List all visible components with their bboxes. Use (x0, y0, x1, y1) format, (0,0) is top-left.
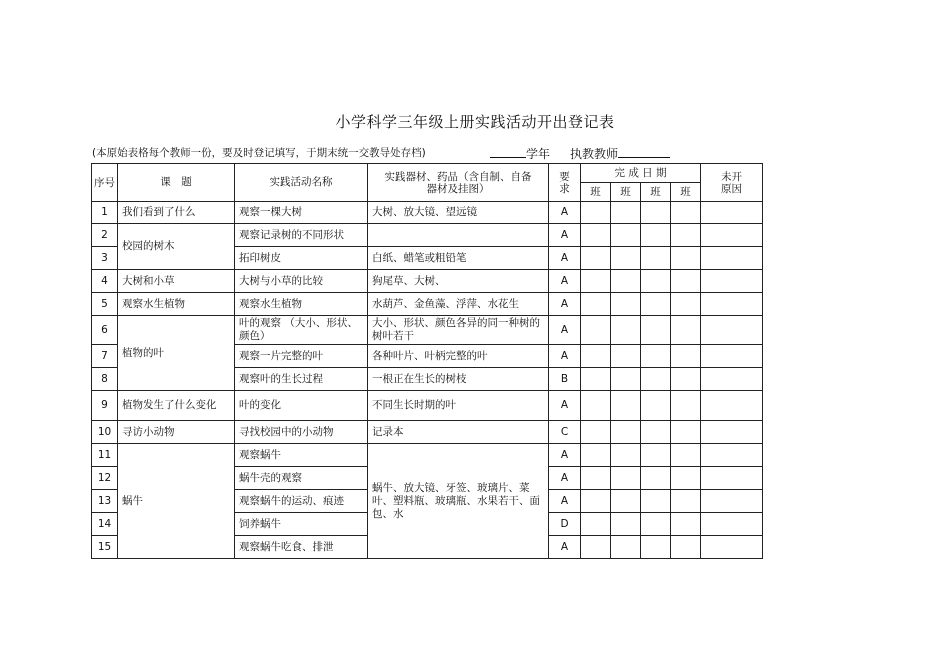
row-activity: 饲养蜗牛 (235, 513, 368, 536)
date-cell[interactable] (581, 224, 611, 247)
date-cell[interactable] (611, 391, 641, 421)
date-cell[interactable] (581, 316, 611, 345)
date-cell[interactable] (581, 513, 611, 536)
row-activity: 观察水生植物 (235, 293, 368, 316)
date-cell[interactable] (581, 247, 611, 270)
row-requirement: D (549, 513, 581, 536)
row-no: 6 (92, 316, 118, 345)
date-cell[interactable] (581, 490, 611, 513)
reason-cell[interactable] (701, 513, 763, 536)
reason-cell[interactable] (701, 391, 763, 421)
date-cell[interactable] (581, 345, 611, 368)
date-cell[interactable] (611, 536, 641, 559)
date-cell[interactable] (611, 368, 641, 391)
header-date: 完 成 日 期 (581, 164, 701, 183)
row-activity: 叶的观察 （大小、形状、颜色） (235, 316, 368, 345)
year-blank[interactable] (490, 146, 526, 158)
date-cell[interactable] (641, 490, 671, 513)
header-row (92, 164, 763, 183)
date-cell[interactable] (641, 270, 671, 293)
row-activity: 观察叶的生长过程 (235, 368, 368, 391)
reason-cell[interactable] (701, 247, 763, 270)
row-materials: 白纸、蜡笔或粗铅笔 (368, 247, 549, 270)
row-no: 5 (92, 293, 118, 316)
row-topic: 校园的树木 (118, 224, 235, 270)
table-row (92, 224, 763, 247)
date-cell[interactable] (671, 247, 701, 270)
header-topic: 课 题 (118, 164, 235, 202)
reason-cell[interactable] (701, 490, 763, 513)
row-activity: 叶的变化 (235, 391, 368, 421)
table-row (92, 444, 763, 467)
row-activity: 观察一片完整的叶 (235, 345, 368, 368)
header-class-2: 班 (611, 183, 641, 202)
date-cell[interactable] (581, 368, 611, 391)
date-cell[interactable] (671, 391, 701, 421)
row-topic: 蜗牛 (118, 444, 235, 559)
reason-cell[interactable] (701, 536, 763, 559)
row-no: 9 (92, 391, 118, 421)
row-activity: 蜗牛壳的观察 (235, 467, 368, 490)
row-no: 7 (92, 345, 118, 368)
row-topic: 寻访小动物 (118, 421, 235, 444)
date-cell[interactable] (671, 368, 701, 391)
row-no: 4 (92, 270, 118, 293)
row-requirement: A (549, 345, 581, 368)
date-cell[interactable] (641, 345, 671, 368)
date-cell[interactable] (671, 444, 701, 467)
row-topic: 植物发生了什么变化 (118, 391, 235, 421)
row-activity: 观察蜗牛的运动、痕迹 (235, 490, 368, 513)
row-materials: 大小、形状、颜色各异的同一种树的树叶若干 (368, 316, 549, 345)
date-cell[interactable] (641, 421, 671, 444)
year-teacher-line (490, 145, 670, 162)
date-cell[interactable] (671, 224, 701, 247)
date-cell[interactable] (671, 490, 701, 513)
row-topic: 植物的叶 (118, 316, 235, 391)
date-cell[interactable] (641, 444, 671, 467)
row-activity: 寻找校园中的小动物 (235, 421, 368, 444)
date-cell[interactable] (581, 202, 611, 224)
header-reason: 未开原因 (701, 164, 763, 202)
reason-cell[interactable] (701, 270, 763, 293)
date-cell[interactable] (581, 293, 611, 316)
reason-cell[interactable] (701, 293, 763, 316)
table-row (92, 270, 763, 293)
date-cell[interactable] (671, 316, 701, 345)
header-no: 序号 (92, 164, 118, 202)
date-cell[interactable] (641, 467, 671, 490)
reason-cell[interactable] (701, 421, 763, 444)
reason-cell[interactable] (701, 224, 763, 247)
date-cell[interactable] (581, 391, 611, 421)
row-activity: 观察一棵大树 (235, 202, 368, 224)
row-requirement: A (549, 316, 581, 345)
row-requirement: A (549, 202, 581, 224)
row-no: 8 (92, 368, 118, 391)
row-requirement: A (549, 536, 581, 559)
date-cell[interactable] (611, 247, 641, 270)
row-materials: 一根正在生长的树枝 (368, 368, 549, 391)
table-row (92, 293, 763, 316)
row-requirement: A (549, 467, 581, 490)
date-cell[interactable] (611, 513, 641, 536)
date-cell[interactable] (611, 490, 641, 513)
date-cell[interactable] (671, 467, 701, 490)
date-cell[interactable] (641, 536, 671, 559)
date-cell[interactable] (611, 421, 641, 444)
date-cell[interactable] (641, 368, 671, 391)
date-cell[interactable] (671, 270, 701, 293)
date-cell[interactable] (581, 421, 611, 444)
row-requirement: A (549, 247, 581, 270)
row-materials (368, 224, 549, 247)
row-no: 11 (92, 444, 118, 467)
row-requirement: A (549, 444, 581, 467)
table-row (92, 391, 763, 421)
date-cell[interactable] (611, 224, 641, 247)
date-cell[interactable] (611, 202, 641, 224)
reason-cell[interactable] (701, 202, 763, 224)
reason-cell[interactable] (701, 444, 763, 467)
reason-cell[interactable] (701, 368, 763, 391)
row-materials: 大树、放大镜、望远镜 (368, 202, 549, 224)
reason-cell[interactable] (701, 345, 763, 368)
row-activity: 观察蜗牛 (235, 444, 368, 467)
row-requirement: C (549, 421, 581, 444)
reason-cell[interactable] (701, 467, 763, 490)
row-no: 12 (92, 467, 118, 490)
date-cell[interactable] (671, 536, 701, 559)
date-cell[interactable] (611, 444, 641, 467)
row-no: 2 (92, 224, 118, 247)
date-cell[interactable] (641, 202, 671, 224)
header-activity: 实践活动名称 (235, 164, 368, 202)
row-no: 15 (92, 536, 118, 559)
header-requirement: 要求 (549, 164, 581, 202)
date-cell[interactable] (581, 270, 611, 293)
date-cell[interactable] (641, 293, 671, 316)
date-cell[interactable] (671, 421, 701, 444)
date-cell[interactable] (671, 345, 701, 368)
table-row (92, 421, 763, 444)
date-cell[interactable] (641, 316, 671, 345)
date-cell[interactable] (581, 536, 611, 559)
row-requirement: A (549, 490, 581, 513)
date-cell[interactable] (611, 270, 641, 293)
header-materials: 实践器材、药品（含自制、自备器材及挂图） (368, 164, 549, 202)
date-cell[interactable] (641, 391, 671, 421)
row-requirement: A (549, 293, 581, 316)
row-materials: 水葫芦、金鱼藻、浮萍、水花生 (368, 293, 549, 316)
date-cell[interactable] (611, 316, 641, 345)
header-class-1: 班 (581, 183, 611, 202)
date-cell[interactable] (671, 202, 701, 224)
row-requirement: A (549, 270, 581, 293)
date-cell[interactable] (611, 467, 641, 490)
table-row (92, 316, 763, 345)
row-materials: 不同生长时期的叶 (368, 391, 549, 421)
row-topic: 大树和小草 (118, 270, 235, 293)
header-class-4: 班 (671, 183, 701, 202)
instruction-note: (本原始表格每个教师一份，要及时登记填写，于期末统一交教导处存档) (92, 147, 426, 159)
row-activity: 观察蜗牛吃食、排泄 (235, 536, 368, 559)
row-no: 10 (92, 421, 118, 444)
reason-cell[interactable] (701, 316, 763, 345)
row-requirement: A (549, 391, 581, 421)
date-cell[interactable] (581, 444, 611, 467)
date-cell[interactable] (641, 247, 671, 270)
row-materials: 蜗牛、放大镜、牙签、玻璃片、菜叶、塑料瓶、玻璃瓶、水果若干、面包、水 (368, 444, 549, 559)
date-cell[interactable] (671, 293, 701, 316)
date-cell[interactable] (641, 224, 671, 247)
date-cell[interactable] (581, 467, 611, 490)
page-title: 小学科学三年级上册实践活动开出登记表 (335, 113, 615, 131)
date-cell[interactable] (611, 345, 641, 368)
row-materials: 记录本 (368, 421, 549, 444)
teacher-blank[interactable] (618, 146, 670, 158)
row-requirement: A (549, 224, 581, 247)
row-no: 3 (92, 247, 118, 270)
row-no: 14 (92, 513, 118, 536)
row-requirement: B (549, 368, 581, 391)
year-label: 学年 (526, 147, 551, 161)
row-topic: 我们看到了什么 (118, 202, 235, 224)
registration-table (91, 163, 763, 559)
row-activity: 观察记录树的不同形状 (235, 224, 368, 247)
row-activity: 拓印树皮 (235, 247, 368, 270)
row-activity: 大树与小草的比较 (235, 270, 368, 293)
row-materials: 各种叶片、叶柄完整的叶 (368, 345, 549, 368)
row-no: 1 (92, 202, 118, 224)
table-row (92, 202, 763, 224)
date-cell[interactable] (671, 513, 701, 536)
date-cell[interactable] (611, 293, 641, 316)
row-topic: 观察水生植物 (118, 293, 235, 316)
header-class-3: 班 (641, 183, 671, 202)
date-cell[interactable] (641, 513, 671, 536)
row-no: 13 (92, 490, 118, 513)
row-materials: 狗尾草、大树、 (368, 270, 549, 293)
teacher-label: 执教教师 (570, 147, 619, 161)
